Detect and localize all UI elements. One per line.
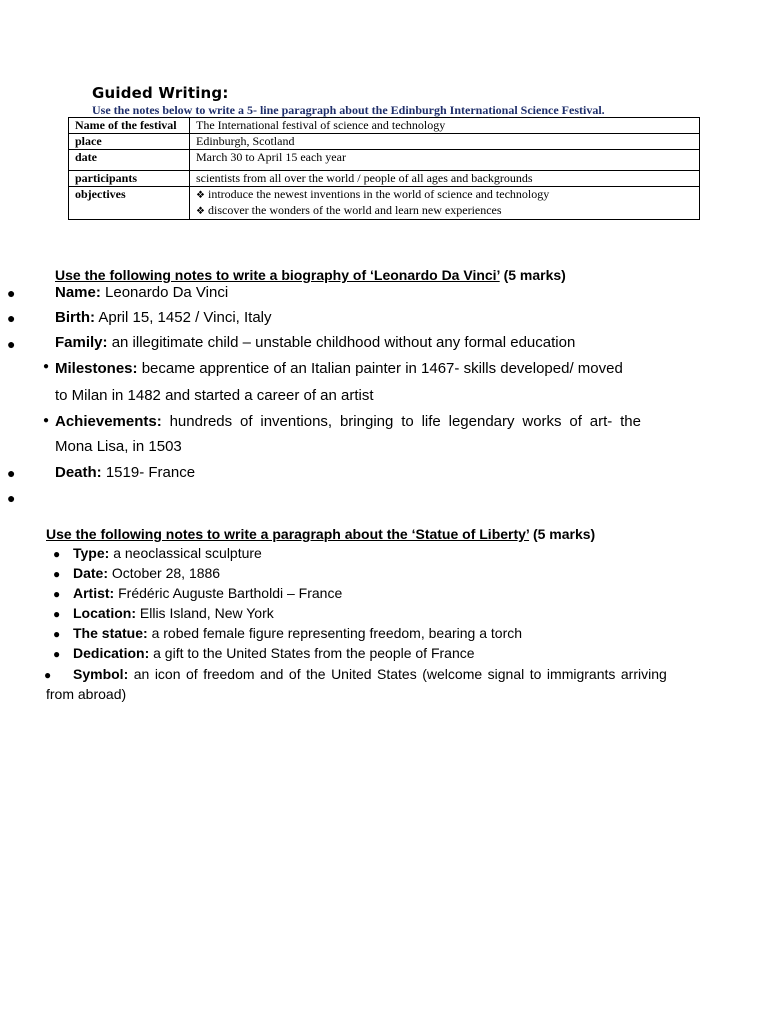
table-row (69, 187, 700, 220)
item-text: hundreds of inventions, bringing to life legendary works of art- the (169, 413, 641, 430)
diamond-bullet-icon: ❖ (196, 190, 205, 201)
item-label: Milestones: (55, 360, 138, 377)
item-label: Dedication: (73, 645, 150, 661)
leonardo-heading-text: Use the following notes to write a biography of ‘Leonardo Da Vinci’ (55, 267, 500, 283)
table-value: The International festival of science and technology (190, 118, 700, 134)
item-text: a neoclassical sculpture (113, 545, 262, 561)
item-text: became apprentice of an Italian painter in 1467- skills developed/ moved (141, 360, 623, 377)
festival-notes-table (68, 117, 700, 220)
table-value (190, 187, 700, 220)
table-label: place (69, 134, 190, 150)
list-item (55, 334, 575, 351)
list-item (73, 666, 667, 682)
bullet-icon: ● (53, 627, 61, 641)
item-word: of (288, 666, 301, 682)
list-item (73, 625, 522, 641)
item-word: United (331, 666, 372, 682)
item-text: a robed female figure representing freedom, bearing a torch (151, 625, 523, 641)
liberty-heading-text: Use the following notes to write a paragraph about the ‘Statue of Liberty’ (46, 526, 530, 542)
bullet-icon: ● (7, 490, 16, 506)
liberty-heading (46, 526, 595, 542)
bullet-icon: ● (53, 587, 61, 601)
bullet-icon: ● (7, 285, 16, 301)
table-label: objectives (69, 187, 190, 220)
bullet-icon: ● (53, 567, 61, 581)
item-label: Birth: (55, 309, 95, 326)
item-word: arriving (620, 666, 667, 682)
list-item (73, 585, 342, 601)
item-text: October 28, 1886 (111, 565, 221, 581)
bullet-icon: ● (53, 607, 61, 621)
bullet-icon: ● (53, 647, 61, 661)
table-label: Name of the festival (69, 118, 190, 134)
bullet-icon: ● (7, 465, 16, 481)
table-value: March 30 to April 15 each year (190, 150, 700, 171)
table-label: date (69, 150, 190, 171)
item-word: the (306, 666, 326, 682)
list-item (55, 464, 195, 481)
list-item-continuation: from abroad) (46, 686, 127, 702)
table-row (69, 150, 700, 171)
item-word: signal (487, 666, 525, 682)
leonardo-marks: (5 marks) (503, 267, 566, 283)
list-item (55, 284, 228, 301)
list-item (73, 565, 220, 581)
item-text: April 15, 1452 / Vinci, Italy (98, 309, 272, 326)
list-item-continuation: Mona Lisa, in 1503 (55, 438, 182, 455)
item-label: Type: (73, 545, 110, 561)
item-word: States (377, 666, 417, 682)
item-text: Ellis Island, New York (139, 605, 274, 621)
list-item-continuation: to Milan in 1482 and started a career of an artist (55, 387, 374, 404)
item-text: 1519- France (105, 464, 196, 481)
leonardo-heading (55, 267, 566, 283)
item-label: Date: (73, 565, 109, 581)
guided-writing-instruction: Use the notes below to write a 5- line paragraph about the Edinburgh International Science Festival. (92, 103, 605, 117)
objective-text: introduce the newest inventions in the world of science and technology (208, 187, 550, 201)
item-label: Achievements: (55, 413, 162, 430)
liberty-marks: (5 marks) (532, 526, 596, 542)
item-label: Name: (55, 284, 101, 301)
item-text: Frédéric Auguste Bartholdi – France (114, 585, 343, 601)
bullet-icon: ● (43, 361, 50, 372)
bullet-icon: ● (7, 310, 16, 326)
table-row (69, 134, 700, 150)
guided-writing-title: Guided Writing: (92, 84, 229, 102)
item-word: to (529, 666, 542, 682)
item-word: freedom (203, 666, 255, 682)
bullet-icon: ● (53, 547, 61, 561)
item-label: The statue: (73, 625, 148, 641)
table-value: Edinburgh, Scotland (190, 134, 700, 150)
item-label: Family: (55, 334, 108, 351)
list-item (55, 360, 623, 377)
item-word: immigrants (546, 666, 616, 682)
bullet-icon: ● (43, 415, 50, 426)
item-word: an (133, 666, 150, 682)
bullet-icon: ● (7, 336, 16, 352)
bullet-icon: ● (44, 668, 52, 682)
list-item (73, 645, 475, 661)
item-text: an illegitimate child – unstable childhood without any formal education (111, 334, 576, 351)
item-label: Location: (73, 605, 136, 621)
list-item (55, 309, 272, 326)
diamond-bullet-icon: ❖ (196, 206, 205, 217)
table-value: scientists from all over the world / people of all ages and backgrounds (190, 171, 700, 187)
objective-item (196, 187, 693, 203)
table-row (69, 171, 700, 187)
list-item (55, 413, 641, 430)
item-word: (welcome (422, 666, 483, 682)
objective-item (196, 203, 693, 219)
objective-text: discover the wonders of the world and learn new experiences (208, 203, 502, 217)
item-label: Artist: (73, 585, 115, 601)
list-item (73, 545, 262, 561)
item-text: Leonardo Da Vinci (105, 284, 229, 301)
item-word: icon (154, 666, 181, 682)
item-word: of (186, 666, 198, 682)
item-word: and (260, 666, 284, 682)
table-label: participants (69, 171, 190, 187)
item-text: a gift to the United States from the people of France (153, 645, 475, 661)
table-row (69, 118, 700, 134)
item-label: Symbol: (73, 666, 129, 682)
item-label: Death: (55, 464, 102, 481)
list-item (73, 605, 274, 621)
